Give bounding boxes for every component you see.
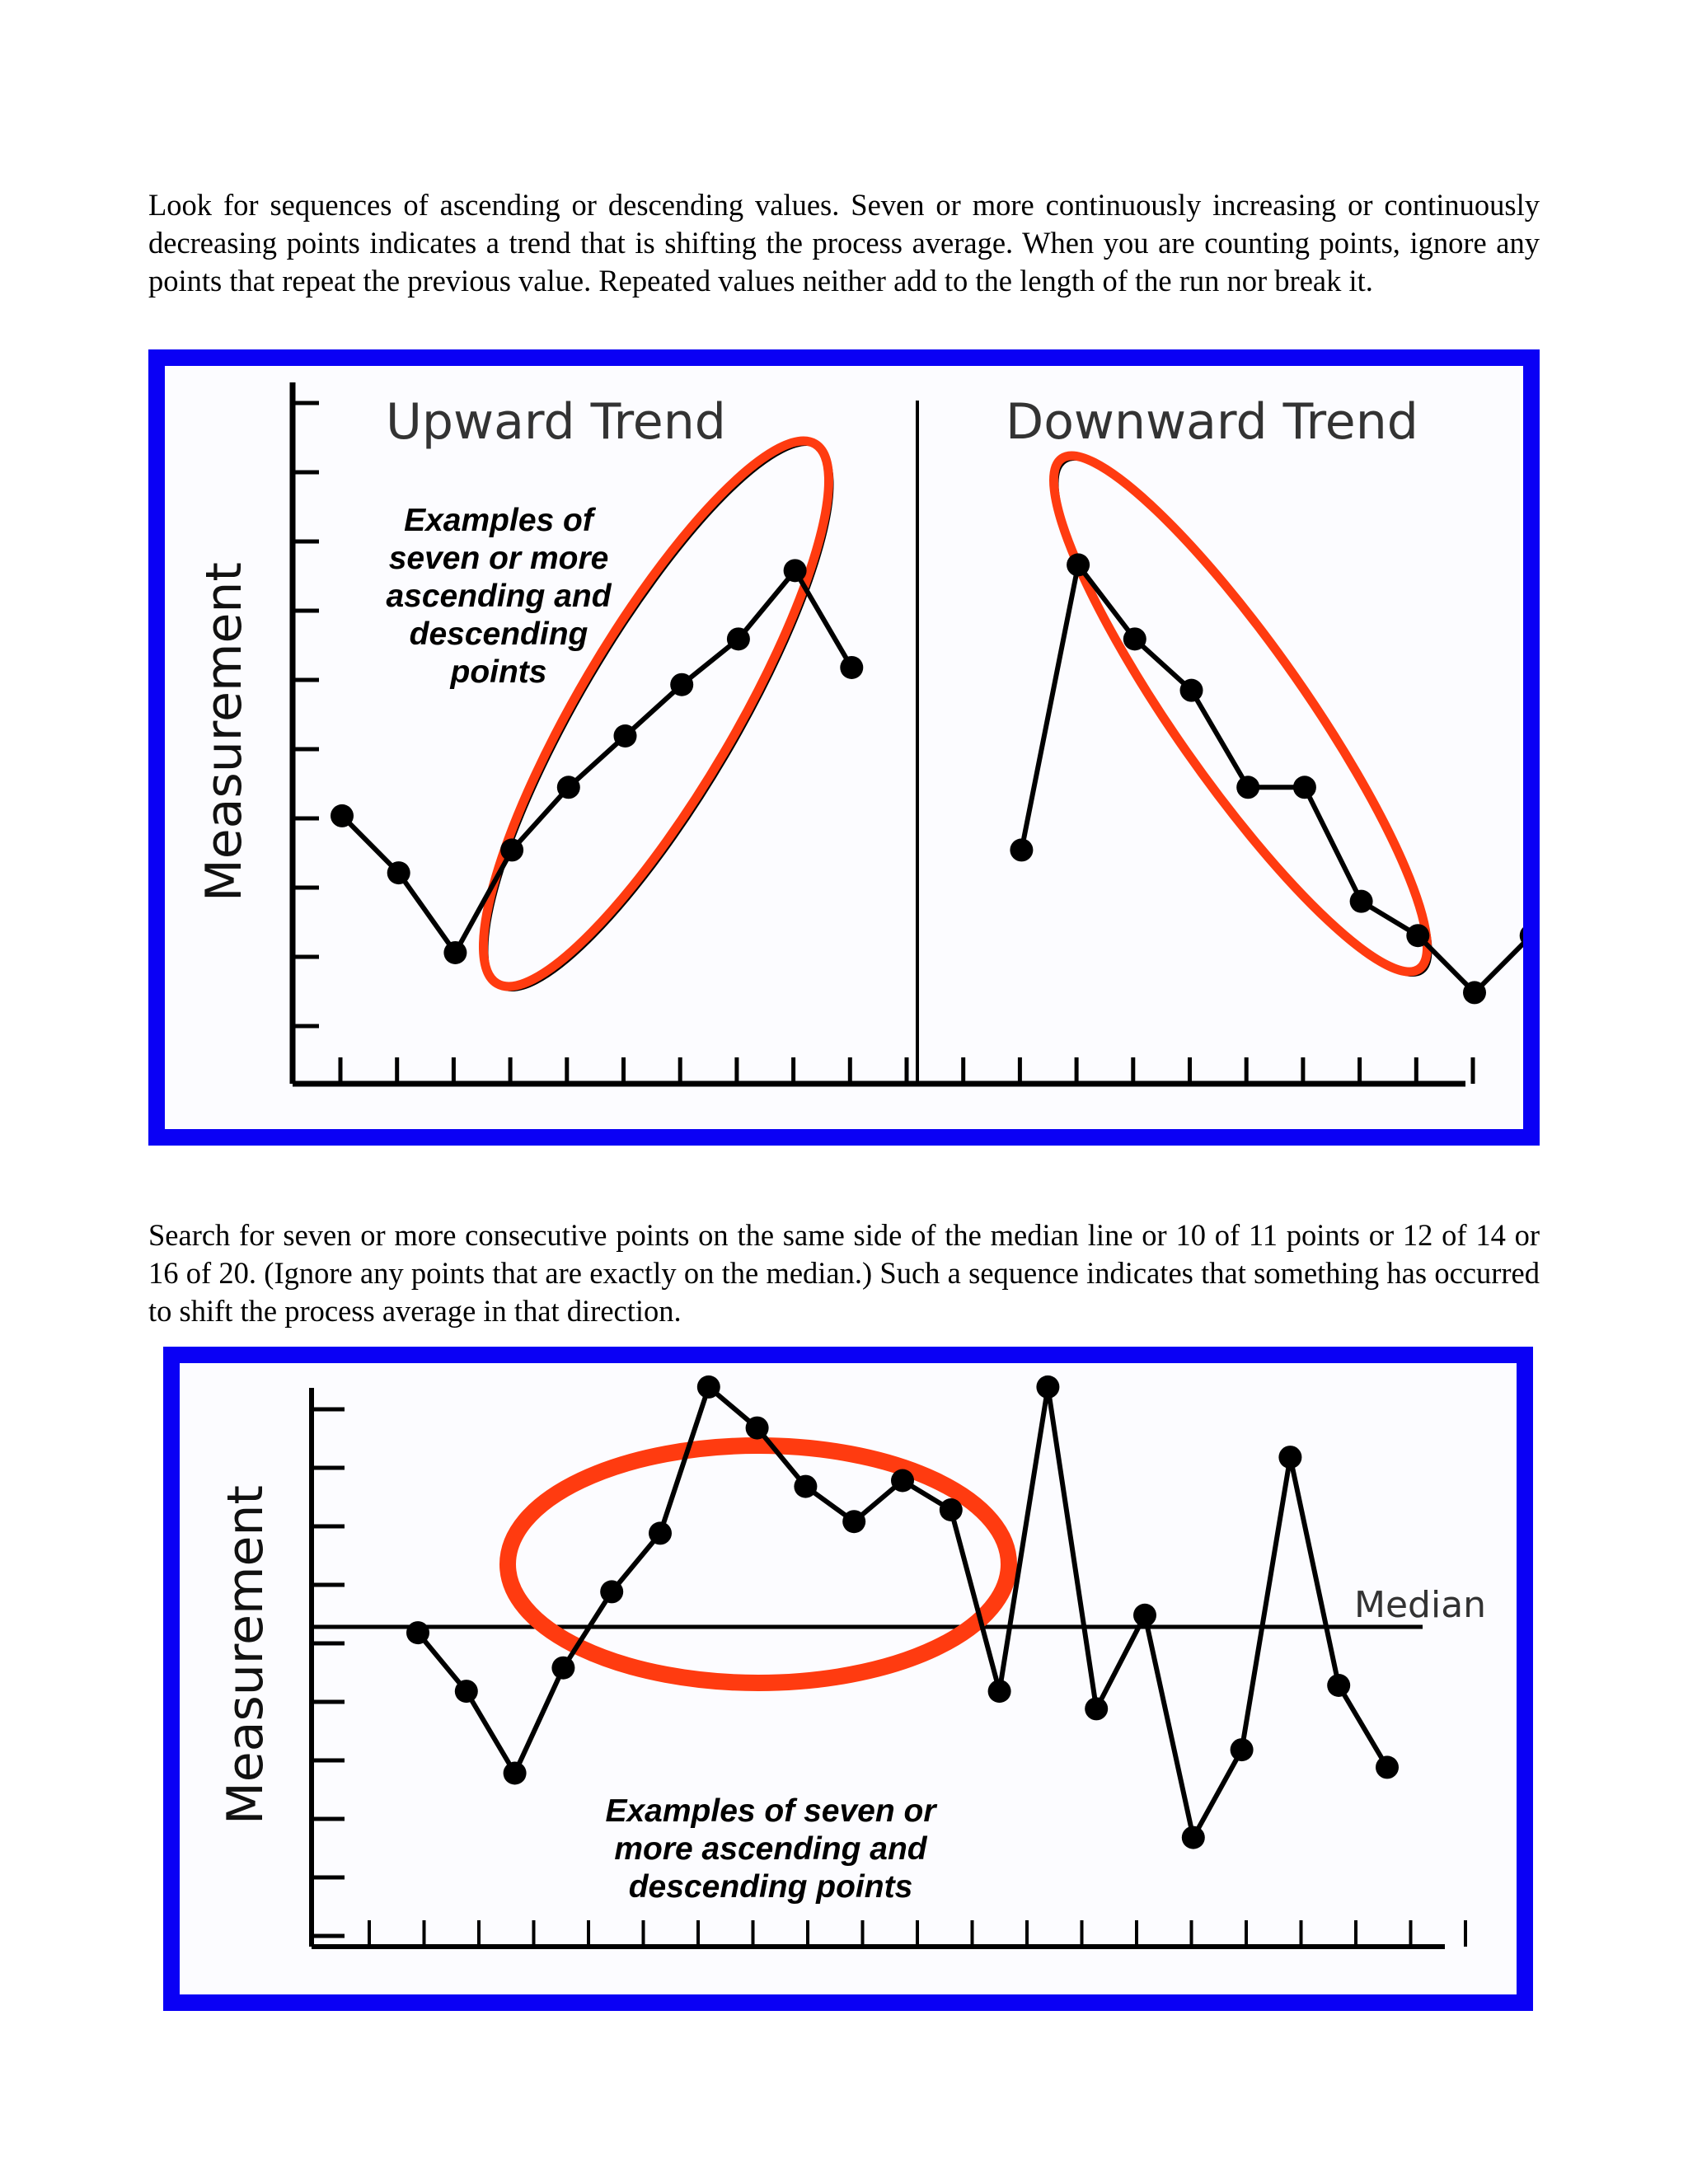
- annotation-line: seven or more: [388, 541, 609, 576]
- y-axis-label: Measurement: [195, 562, 253, 902]
- annotation-line: points: [450, 654, 547, 690]
- paragraph-trend-rule: Look for sequences of ascending or descending values. Seven or more continuously increasing or continuously decreasing points indicates a trend that is shifting the process average. When you are counting points, ignore any points that repeat the previous value. Repeated values neither add to the length of the run nor break it.: [148, 188, 1540, 298]
- median-chart-frame: [163, 1347, 1533, 2011]
- median-label: Median: [1354, 1584, 1487, 1626]
- data-point: [840, 656, 863, 679]
- data-point: [842, 1510, 865, 1533]
- y-axis-label: Measurement: [217, 1485, 274, 1825]
- data-point: [1085, 1697, 1108, 1720]
- data-point: [551, 1657, 574, 1680]
- data-point: [891, 1469, 914, 1493]
- downward-highlight-ellipse: [1008, 420, 1474, 1006]
- data-point: [500, 838, 523, 861]
- data-point: [697, 1376, 720, 1399]
- data-point: [1293, 776, 1316, 799]
- data-point: [1406, 924, 1429, 947]
- data-point: [1231, 1738, 1254, 1761]
- data-point: [988, 1680, 1011, 1703]
- data-point: [455, 1680, 478, 1703]
- data-point: [1067, 553, 1090, 576]
- data-point: [557, 776, 580, 799]
- annotation-line: more ascending and: [614, 1831, 927, 1867]
- data-point: [387, 861, 410, 884]
- data-point: [940, 1498, 963, 1521]
- data-point: [794, 1475, 817, 1498]
- data-point: [504, 1762, 527, 1785]
- data-point: [784, 559, 807, 582]
- title-downward-trend: Downward Trend: [1006, 393, 1418, 451]
- ellipse-shadow: [1011, 424, 1477, 1010]
- data-point: [1236, 776, 1259, 799]
- annotation-line: descending points: [628, 1869, 913, 1905]
- data-point: [670, 673, 693, 696]
- data-point: [443, 941, 467, 964]
- data-point: [331, 804, 354, 827]
- data-point: [746, 1417, 769, 1440]
- annotation-line: Examples of: [404, 503, 593, 538]
- data-point: [1278, 1446, 1301, 1469]
- paragraph-median-rule: Search for seven or more consecutive points on the same side of the median line or 10 of 11 points or 12 of 14 or 16 of 20. (Ignore any points that are exactly on the median.) Such a sequence indicates that something has occurred to shift the process average in that direction.: [148, 1218, 1540, 1328]
- median-chart: [180, 1363, 1517, 1994]
- run-highlight-ellipse: [508, 1446, 1009, 1683]
- data-point: [614, 724, 637, 748]
- data-point: [649, 1521, 672, 1544]
- data-point: [1036, 1376, 1059, 1399]
- data-point: [600, 1580, 623, 1603]
- trend-chart: [165, 366, 1523, 1129]
- ellipse-shadow: [433, 407, 885, 1026]
- data-point: [1010, 838, 1033, 861]
- data-point: [1463, 981, 1486, 1004]
- annotation-line: Examples of seven or: [605, 1793, 936, 1829]
- data-point: [727, 627, 750, 650]
- data-point: [1180, 679, 1203, 702]
- data-point: [1376, 1755, 1399, 1779]
- data-point: [1133, 1604, 1156, 1627]
- annotation-line: ascending and: [386, 579, 612, 614]
- upward-highlight-ellipse: [429, 404, 882, 1023]
- trend-chart-frame: [148, 349, 1540, 1146]
- data-point: [1350, 890, 1373, 913]
- data-point: [1182, 1826, 1205, 1849]
- data-point: [1123, 627, 1146, 650]
- downward-series-line: [1021, 565, 1523, 992]
- data-point: [406, 1621, 429, 1644]
- data-point: [1327, 1674, 1350, 1697]
- annotation-line: descending: [409, 616, 588, 652]
- title-upward-trend: Upward Trend: [386, 393, 726, 451]
- series-line: [418, 1387, 1387, 1838]
